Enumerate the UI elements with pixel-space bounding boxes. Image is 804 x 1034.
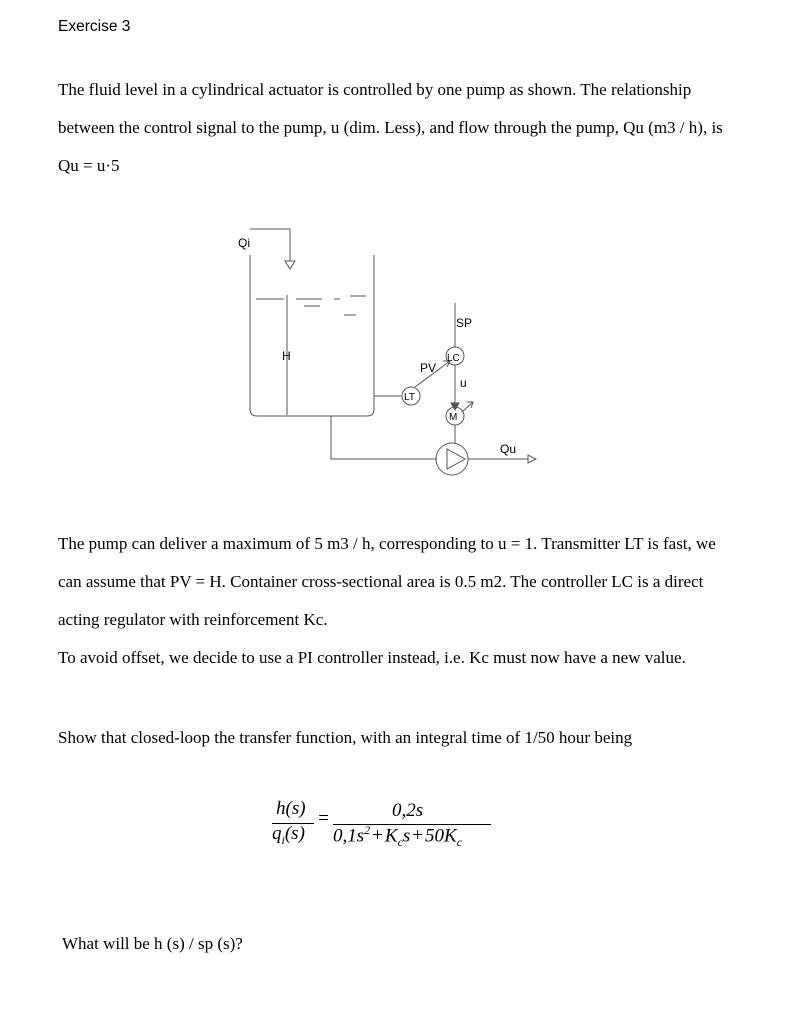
- lhs-den-q: q: [272, 823, 282, 844]
- description-line-2: can assume that PV = H. Container cross-sectional area is 0.5 m2. The controller LC is a direct: [58, 572, 704, 591]
- lhs-den-tail: (s): [284, 823, 305, 844]
- label-lt: LT: [404, 392, 415, 403]
- inflow-arrow-icon: [285, 261, 295, 269]
- description-line-4: To avoid offset, we decide to use a PI controller instead, i.e. Kc must now have a new value.: [58, 648, 686, 667]
- rhs-den-c-sub: c: [456, 835, 463, 850]
- exercise-heading: Exercise 3: [58, 18, 131, 35]
- description-line-3: acting regulator with reinforcement Kc.: [58, 610, 328, 629]
- description-line-1: The pump can deliver a maximum of 5 m3 / h, corresponding to u = 1. Transmitter LT is fast, we: [58, 534, 716, 553]
- equals-sign: =: [317, 808, 330, 829]
- rhs-den-b-sub: c: [397, 835, 403, 850]
- rhs-den-b: K: [384, 825, 398, 847]
- outlet-pipe: [331, 416, 437, 459]
- intro-line-1: The fluid level in a cylindrical actuator is controlled by one pump as shown. The relationship: [58, 80, 692, 99]
- rhs-den-a: 0,1s: [333, 825, 365, 847]
- rhs-denominator: [333, 823, 462, 850]
- rhs-den-plus-1: +: [372, 825, 383, 847]
- tank: [250, 255, 374, 416]
- label-lc: LC: [447, 353, 460, 364]
- rhs-numerator: 0,2s: [392, 800, 424, 821]
- tank-control-diagram: [0, 215, 804, 485]
- intro-line-3: Qu = u·5: [58, 156, 120, 175]
- discharge-arrow-icon: [528, 455, 536, 463]
- description-paragraph: [58, 525, 758, 677]
- label-u: u: [460, 376, 467, 390]
- intro-paragraph: [58, 71, 758, 185]
- label-h: H: [282, 349, 291, 363]
- rhs-den-plus-2: +: [412, 825, 424, 847]
- pump: [436, 443, 468, 475]
- label-sp: SP: [456, 316, 473, 330]
- lhs-denominator: [272, 823, 305, 848]
- intro-line-2: between the control signal to the pump, u (dim. Less), and flow through the pump, Qu (m3 / h), is: [58, 118, 723, 137]
- lhs-numerator: h(s): [276, 798, 306, 819]
- rhs-den-b-tail: s: [402, 825, 411, 847]
- rhs-den-c: 50K: [425, 825, 457, 847]
- inflow-pipe: [250, 229, 290, 261]
- label-pv: PV: [420, 361, 437, 375]
- question-text: What will be h (s) / sp (s)?: [62, 934, 243, 953]
- label-m: M: [449, 412, 458, 423]
- label-qi: Qi: [238, 236, 250, 250]
- task-paragraph: [58, 719, 758, 757]
- task-line: Show that closed-loop the transfer function, with an integral time of 1/50 hour being: [58, 728, 633, 747]
- pump-triangle-icon: [447, 449, 465, 469]
- lhs-den-sub: i: [281, 832, 285, 847]
- label-qu: Qu: [500, 442, 517, 456]
- rhs-den-a-sup: 2: [364, 823, 371, 837]
